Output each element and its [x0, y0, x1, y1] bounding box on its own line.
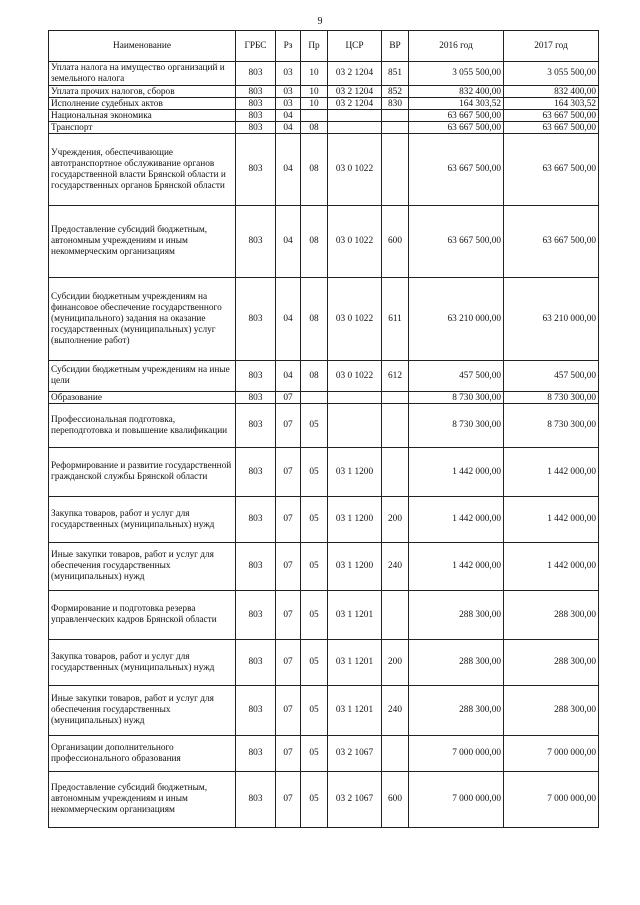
cell-2017: 288 300,00	[504, 686, 599, 736]
cell-pr: 05	[301, 772, 328, 828]
table-header-row	[49, 31, 599, 62]
cell-rz: 03	[276, 62, 301, 86]
cell-vr: 240	[382, 686, 409, 736]
cell-2017: 1 442 000,00	[504, 448, 599, 497]
table-row	[49, 98, 599, 110]
table-row	[49, 640, 599, 686]
cell-2016: 8 730 300,00	[409, 392, 504, 404]
cell-2017: 8 730 300,00	[504, 392, 599, 404]
cell-rz: 07	[276, 543, 301, 591]
cell-grbs: 803	[236, 736, 276, 772]
cell-2017: 63 667 500,00	[504, 134, 599, 206]
cell-name: Иные закупки товаров, работ и услуг для обеспечения государственных (муниципальных) нужд	[49, 686, 236, 736]
cell-2017: 1 442 000,00	[504, 497, 599, 543]
cell-name: Исполнение судебных актов	[49, 98, 236, 110]
cell-rz: 07	[276, 736, 301, 772]
cell-pr: 05	[301, 497, 328, 543]
cell-vr	[382, 122, 409, 134]
cell-2016: 63 667 500,00	[409, 134, 504, 206]
cell-name: Закупка товаров, работ и услуг для государственных (муниципальных) нужд	[49, 497, 236, 543]
cell-2017: 832 400,00	[504, 86, 599, 98]
cell-pr: 08	[301, 278, 328, 361]
table-row	[49, 591, 599, 640]
cell-name: Уплата прочих налогов, сборов	[49, 86, 236, 98]
cell-2017: 1 442 000,00	[504, 543, 599, 591]
cell-rz: 07	[276, 640, 301, 686]
table-row	[49, 686, 599, 736]
cell-rz: 07	[276, 686, 301, 736]
cell-name: Формирование и подготовка резерва управленческих кадров Брянской области	[49, 591, 236, 640]
cell-pr: 08	[301, 206, 328, 278]
cell-csr: 03 1 1201	[328, 591, 382, 640]
cell-grbs: 803	[236, 591, 276, 640]
cell-csr: 03 2 1204	[328, 86, 382, 98]
cell-name: Национальная экономика	[49, 110, 236, 122]
cell-2016: 3 055 500,00	[409, 62, 504, 86]
cell-csr: 03 0 1022	[328, 206, 382, 278]
cell-2016: 63 667 500,00	[409, 206, 504, 278]
table-row	[49, 772, 599, 828]
cell-grbs: 803	[236, 448, 276, 497]
cell-pr: 08	[301, 361, 328, 392]
cell-rz: 04	[276, 206, 301, 278]
cell-vr	[382, 404, 409, 448]
header-2017: 2017 год	[504, 31, 599, 62]
cell-pr	[301, 392, 328, 404]
cell-pr: 10	[301, 98, 328, 110]
cell-name: Образование	[49, 392, 236, 404]
cell-2016: 63 210 000,00	[409, 278, 504, 361]
cell-csr	[328, 404, 382, 448]
cell-vr: 852	[382, 86, 409, 98]
table-row	[49, 62, 599, 86]
cell-rz: 07	[276, 497, 301, 543]
cell-2016: 288 300,00	[409, 640, 504, 686]
cell-grbs: 803	[236, 278, 276, 361]
cell-2016: 8 730 300,00	[409, 404, 504, 448]
cell-2016: 7 000 000,00	[409, 736, 504, 772]
cell-rz: 07	[276, 448, 301, 497]
cell-vr	[382, 110, 409, 122]
cell-2017: 288 300,00	[504, 640, 599, 686]
cell-2016: 457 500,00	[409, 361, 504, 392]
cell-vr: 611	[382, 278, 409, 361]
cell-vr: 851	[382, 62, 409, 86]
cell-2017: 288 300,00	[504, 591, 599, 640]
cell-2017: 63 210 000,00	[504, 278, 599, 361]
cell-2016: 288 300,00	[409, 591, 504, 640]
cell-vr	[382, 736, 409, 772]
header-csr: ЦСР	[328, 31, 382, 62]
cell-name: Реформирование и развитие государственной гражданской службы Брянской области	[49, 448, 236, 497]
cell-2016: 1 442 000,00	[409, 543, 504, 591]
cell-csr: 03 1 1200	[328, 497, 382, 543]
cell-2016: 1 442 000,00	[409, 448, 504, 497]
cell-name: Предоставление субсидий бюджетным, автономным учреждениям и иным некоммерческим организациям	[49, 206, 236, 278]
table-row	[49, 404, 599, 448]
cell-name: Иные закупки товаров, работ и услуг для обеспечения государственных (муниципальных) нужд	[49, 543, 236, 591]
cell-pr: 05	[301, 404, 328, 448]
cell-name: Предоставление субсидий бюджетным, автономным учреждениям и иным некоммерческим организациям	[49, 772, 236, 828]
header-rz: Рз	[276, 31, 301, 62]
cell-pr: 05	[301, 736, 328, 772]
cell-name: Профессиональная подготовка, переподготовка и повышение квалификации	[49, 404, 236, 448]
cell-csr: 03 0 1022	[328, 278, 382, 361]
cell-rz: 04	[276, 278, 301, 361]
cell-name: Организации дополнительного профессионального образования	[49, 736, 236, 772]
cell-rz: 07	[276, 591, 301, 640]
cell-grbs: 803	[236, 686, 276, 736]
cell-pr: 08	[301, 122, 328, 134]
cell-2017: 164 303,52	[504, 98, 599, 110]
cell-vr	[382, 591, 409, 640]
cell-grbs: 803	[236, 134, 276, 206]
cell-grbs: 803	[236, 361, 276, 392]
cell-2016: 63 667 500,00	[409, 110, 504, 122]
cell-pr: 08	[301, 134, 328, 206]
cell-name: Транспорт	[49, 122, 236, 134]
cell-pr	[301, 110, 328, 122]
table-row	[49, 448, 599, 497]
header-grbs: ГРБС	[236, 31, 276, 62]
page-number: 9	[317, 16, 323, 27]
cell-name: Уплата налога на имущество организаций и земельного налога	[49, 62, 236, 86]
cell-grbs: 803	[236, 392, 276, 404]
cell-grbs: 803	[236, 772, 276, 828]
table-row	[49, 543, 599, 591]
cell-pr: 10	[301, 62, 328, 86]
cell-csr	[328, 392, 382, 404]
cell-2017: 7 000 000,00	[504, 736, 599, 772]
table-row	[49, 206, 599, 278]
table-row	[49, 134, 599, 206]
cell-vr	[382, 392, 409, 404]
table-row	[49, 110, 599, 122]
cell-grbs: 803	[236, 640, 276, 686]
cell-vr	[382, 448, 409, 497]
cell-name: Учреждения, обеспечивающие автотранспортное обслуживание органов государственной власти Брянской области и государственных органов Брянской области	[49, 134, 236, 206]
cell-2016: 288 300,00	[409, 686, 504, 736]
cell-2017: 8 730 300,00	[504, 404, 599, 448]
cell-vr: 240	[382, 543, 409, 591]
table-row	[49, 122, 599, 134]
cell-csr: 03 2 1067	[328, 736, 382, 772]
cell-csr: 03 1 1201	[328, 686, 382, 736]
cell-2016: 164 303,52	[409, 98, 504, 110]
budget-table	[48, 30, 599, 828]
cell-vr: 200	[382, 640, 409, 686]
cell-rz: 04	[276, 110, 301, 122]
cell-2017: 457 500,00	[504, 361, 599, 392]
cell-vr: 612	[382, 361, 409, 392]
cell-2017: 7 000 000,00	[504, 772, 599, 828]
cell-rz: 04	[276, 134, 301, 206]
cell-vr: 830	[382, 98, 409, 110]
table-row	[49, 497, 599, 543]
cell-grbs: 803	[236, 110, 276, 122]
cell-rz: 07	[276, 772, 301, 828]
cell-grbs: 803	[236, 497, 276, 543]
cell-rz: 07	[276, 404, 301, 448]
cell-csr	[328, 122, 382, 134]
header-2016: 2016 год	[409, 31, 504, 62]
cell-2017: 63 667 500,00	[504, 122, 599, 134]
cell-2016: 7 000 000,00	[409, 772, 504, 828]
cell-csr: 03 2 1204	[328, 62, 382, 86]
table-row	[49, 86, 599, 98]
cell-csr: 03 2 1067	[328, 772, 382, 828]
cell-pr: 05	[301, 640, 328, 686]
cell-grbs: 803	[236, 543, 276, 591]
cell-csr: 03 2 1204	[328, 98, 382, 110]
cell-pr: 05	[301, 686, 328, 736]
cell-csr: 03 0 1022	[328, 361, 382, 392]
header-pr: Пр	[301, 31, 328, 62]
cell-name: Субсидии бюджетным учреждениям на иные цели	[49, 361, 236, 392]
cell-name: Субсидии бюджетным учреждениям на финансовое обеспечение государственного (муниципального) задания на оказание государственных (муниципальных) услуг (выполнение работ)	[49, 278, 236, 361]
cell-csr: 03 0 1022	[328, 134, 382, 206]
cell-grbs: 803	[236, 86, 276, 98]
cell-csr: 03 1 1201	[328, 640, 382, 686]
cell-2017: 3 055 500,00	[504, 62, 599, 86]
cell-pr: 05	[301, 543, 328, 591]
table-row	[49, 736, 599, 772]
cell-rz: 07	[276, 392, 301, 404]
cell-rz: 03	[276, 86, 301, 98]
cell-vr	[382, 134, 409, 206]
cell-2016: 832 400,00	[409, 86, 504, 98]
header-vr: ВР	[382, 31, 409, 62]
cell-rz: 03	[276, 98, 301, 110]
cell-grbs: 803	[236, 98, 276, 110]
cell-vr: 200	[382, 497, 409, 543]
cell-vr: 600	[382, 206, 409, 278]
cell-2016: 63 667 500,00	[409, 122, 504, 134]
cell-name: Закупка товаров, работ и услуг для государственных (муниципальных) нужд	[49, 640, 236, 686]
table-row	[49, 392, 599, 404]
cell-rz: 04	[276, 122, 301, 134]
cell-2017: 63 667 500,00	[504, 206, 599, 278]
header-name: Наименование	[49, 31, 236, 62]
cell-grbs: 803	[236, 122, 276, 134]
cell-pr: 05	[301, 448, 328, 497]
cell-csr: 03 1 1200	[328, 543, 382, 591]
cell-rz: 04	[276, 361, 301, 392]
cell-2017: 63 667 500,00	[504, 110, 599, 122]
cell-grbs: 803	[236, 206, 276, 278]
cell-grbs: 803	[236, 404, 276, 448]
table-row	[49, 278, 599, 361]
table-row	[49, 361, 599, 392]
cell-csr	[328, 110, 382, 122]
cell-2016: 1 442 000,00	[409, 497, 504, 543]
cell-pr: 05	[301, 591, 328, 640]
cell-pr: 10	[301, 86, 328, 98]
cell-csr: 03 1 1200	[328, 448, 382, 497]
cell-grbs: 803	[236, 62, 276, 86]
cell-vr: 600	[382, 772, 409, 828]
